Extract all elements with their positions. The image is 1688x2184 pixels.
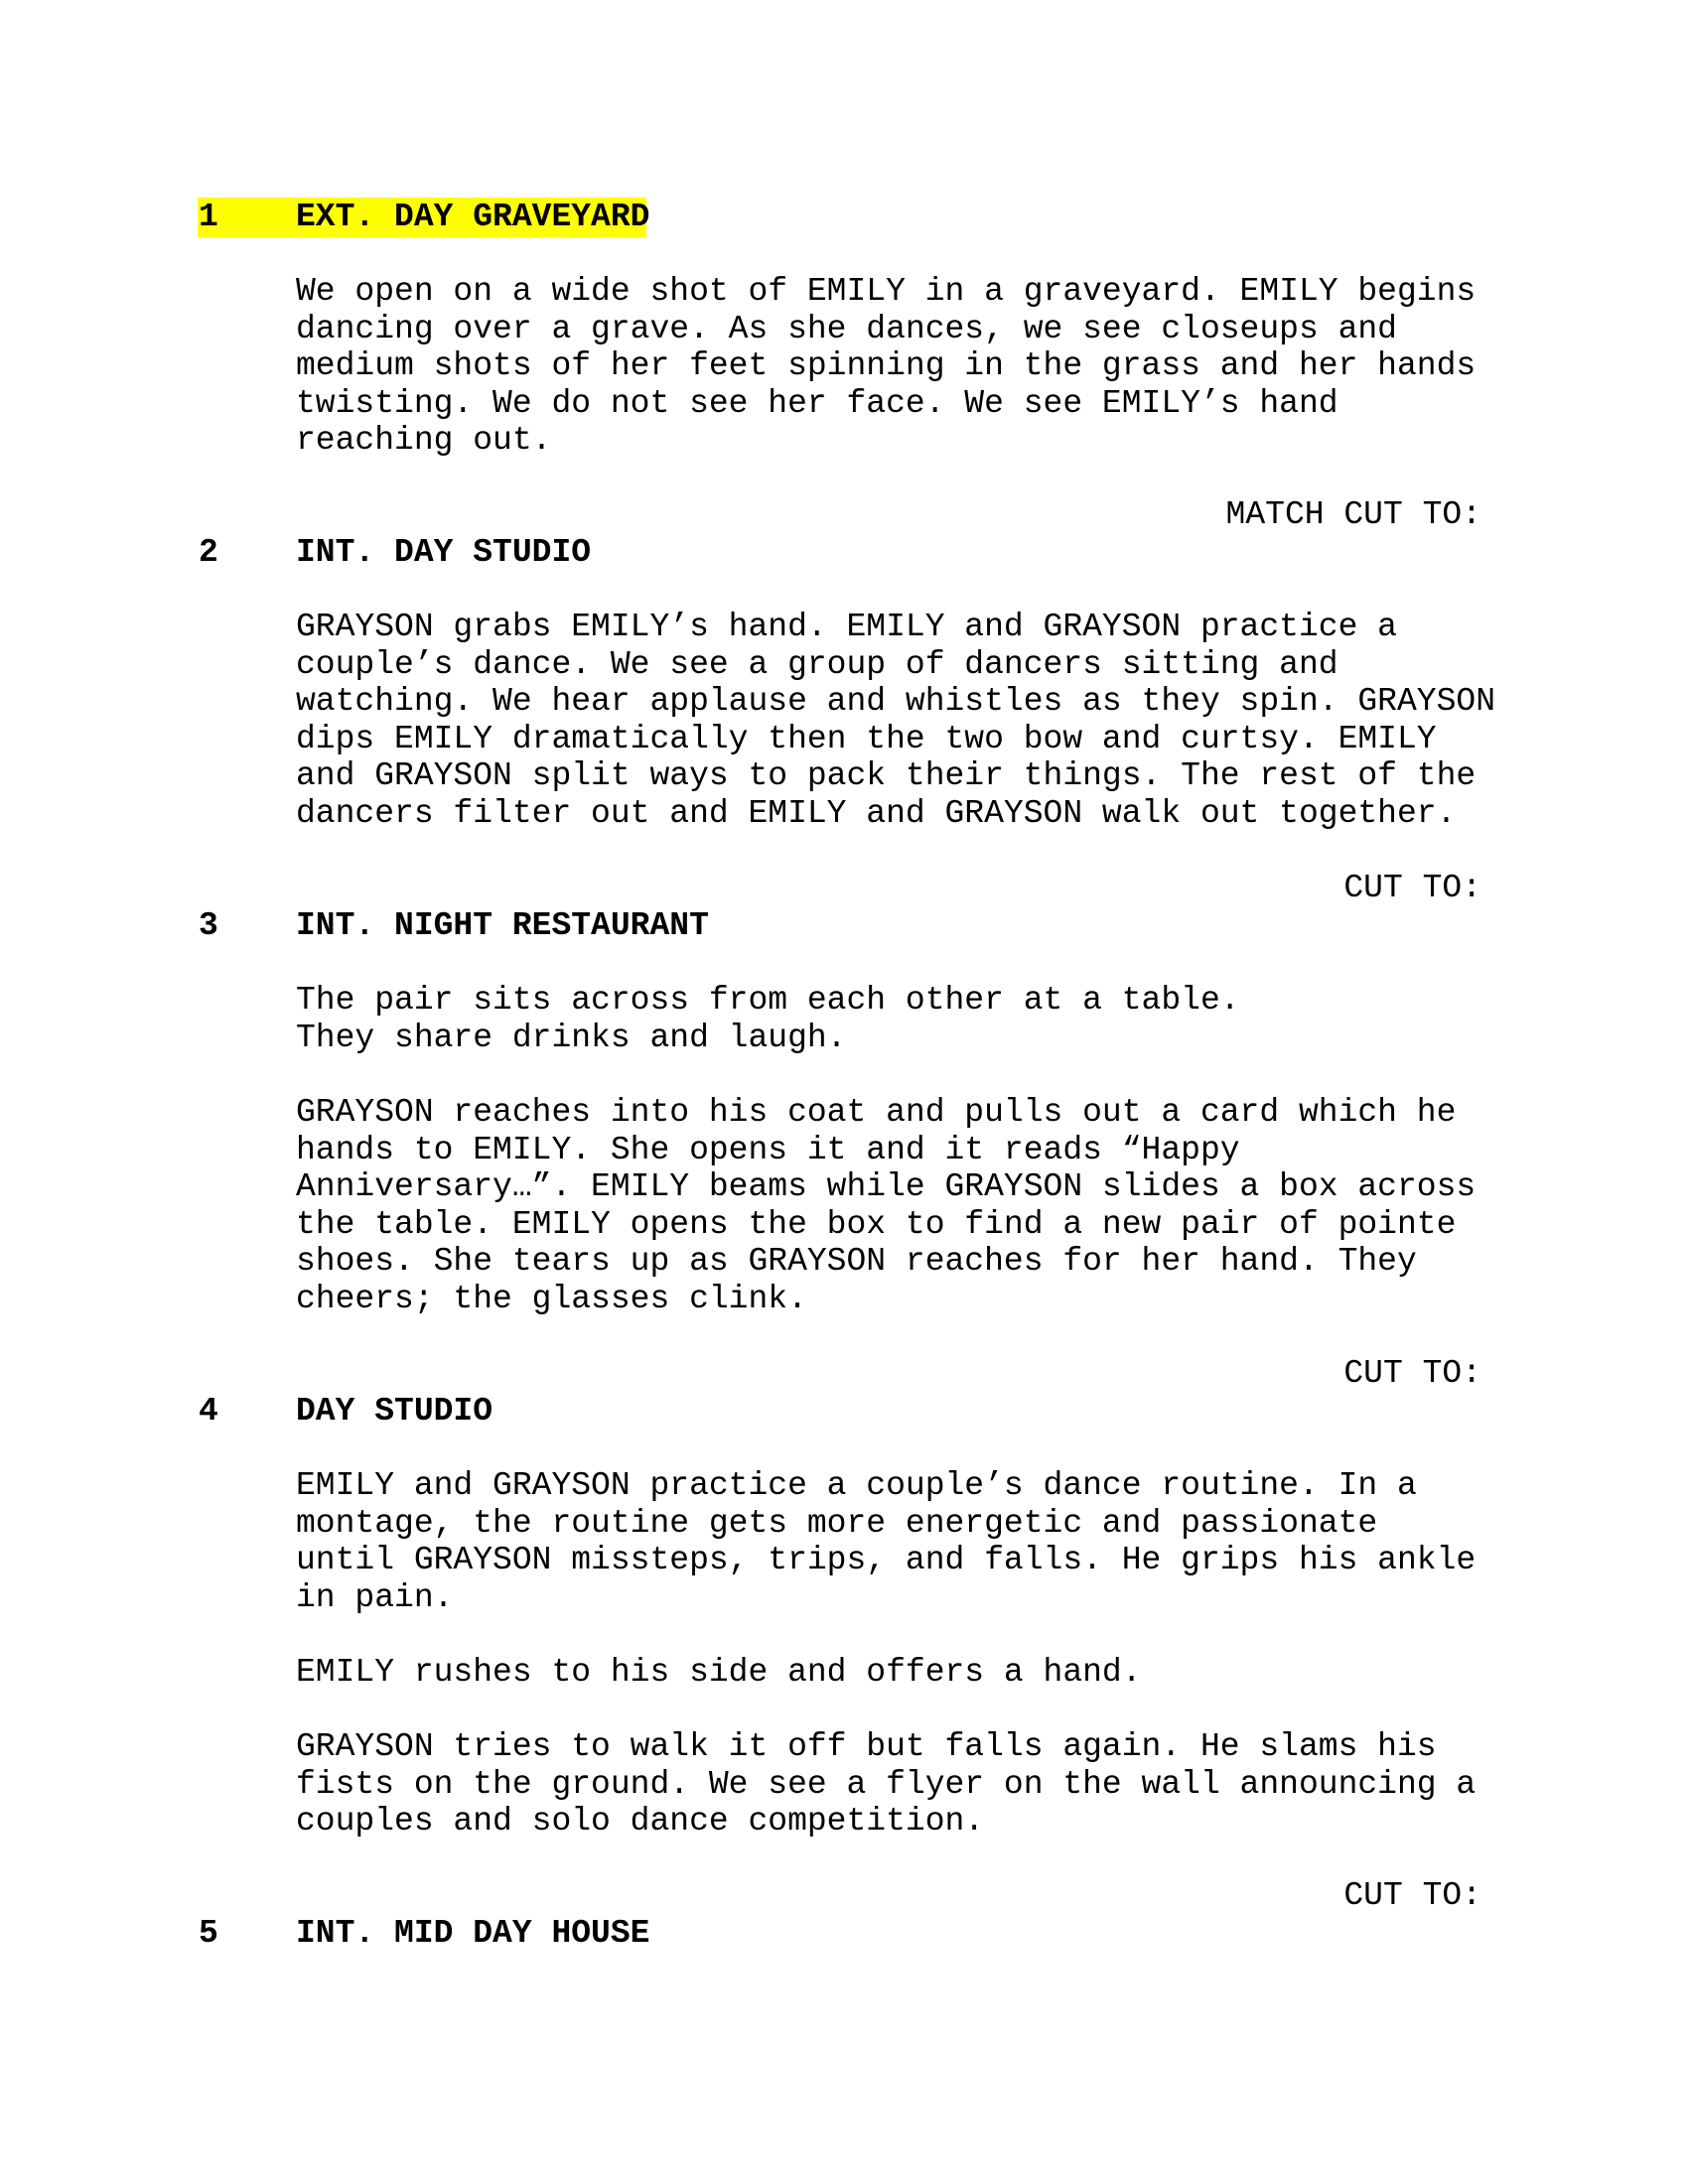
scene-heading: INT. MID DAY HOUSE (296, 1915, 650, 1952)
action-line: hands to EMILY. She opens it and it reads “Happy (296, 1131, 1240, 1168)
transition: MATCH CUT TO: (1225, 496, 1481, 533)
action-line: dips EMILY dramatically then the two bow and curtsy. EMILY (296, 720, 1437, 757)
scene-heading: INT. NIGHT RESTAURANT (296, 907, 709, 944)
action-line: couples and solo dance competition. (296, 1803, 985, 1841)
transition: CUT TO: (1343, 870, 1481, 906)
action-line: reaching out. (296, 422, 552, 460)
action-line: GRAYSON reaches into his coat and pulls out a card which he (296, 1094, 1457, 1131)
action-line: shoes. She tears up as GRAYSON reaches for her hand. They (296, 1243, 1417, 1281)
action-line: couple’s dance. We see a group of dancers sitting and (296, 645, 1338, 683)
scene-number: 4 (199, 1393, 218, 1430)
scene-number: 5 (199, 1915, 218, 1952)
action-line: dancing over a grave. As she dances, we see closeups and (296, 310, 1397, 347)
action-line: the table. EMILY opens the box to find a new pair of pointe (296, 1205, 1457, 1243)
action-line: GRAYSON tries to walk it off but falls again. He slams his (296, 1728, 1437, 1765)
scene-number: 2 (199, 534, 218, 571)
scene-heading: DAY STUDIO (296, 1393, 493, 1430)
transition: CUT TO: (1343, 1355, 1481, 1392)
action-line: medium shots of her feet spinning in the grass and her hands (296, 347, 1477, 385)
action-line: fists on the ground. We see a flyer on the wall announcing a (296, 1765, 1477, 1803)
action-line: EMILY rushes to his side and offers a hand. (296, 1654, 1142, 1691)
action-line: watching. We hear applause and whistles as they spin. GRAYSON (296, 683, 1495, 721)
scene-heading: EXT. DAY GRAVEYARD (296, 199, 650, 235)
action-line: and GRAYSON split ways to pack their things. The rest of the (296, 757, 1477, 795)
action-line: EMILY and GRAYSON practice a couple’s dance routine. In a (296, 1467, 1417, 1504)
scene-number: 1 (199, 199, 218, 235)
action-line: Anniversary…”. EMILY beams while GRAYSON slides a box across (296, 1168, 1477, 1206)
action-line: The pair sits across from each other at a table. (296, 982, 1240, 1019)
action-line: twisting. We do not see her face. We see EMILY’s hand (296, 384, 1338, 422)
action-line: cheers; the glasses clink. (296, 1281, 807, 1317)
transition: CUT TO: (1343, 1877, 1481, 1914)
scene-heading: INT. DAY STUDIO (296, 534, 592, 571)
action-line: They share drinks and laugh. (296, 1019, 847, 1056)
scene-number: 3 (199, 907, 218, 944)
action-line: We open on a wide shot of EMILY in a graveyard. EMILY begins (296, 273, 1477, 310)
action-line: montage, the routine gets more energetic and passionate (296, 1504, 1378, 1542)
action-line: until GRAYSON missteps, trips, and falls. He grips his ankle (296, 1542, 1477, 1579)
action-line: in pain. (296, 1578, 454, 1616)
action-line: dancers filter out and EMILY and GRAYSON walk out together. (296, 795, 1457, 832)
action-line: GRAYSON grabs EMILY’s hand. EMILY and GRAYSON practice a (296, 609, 1397, 645)
